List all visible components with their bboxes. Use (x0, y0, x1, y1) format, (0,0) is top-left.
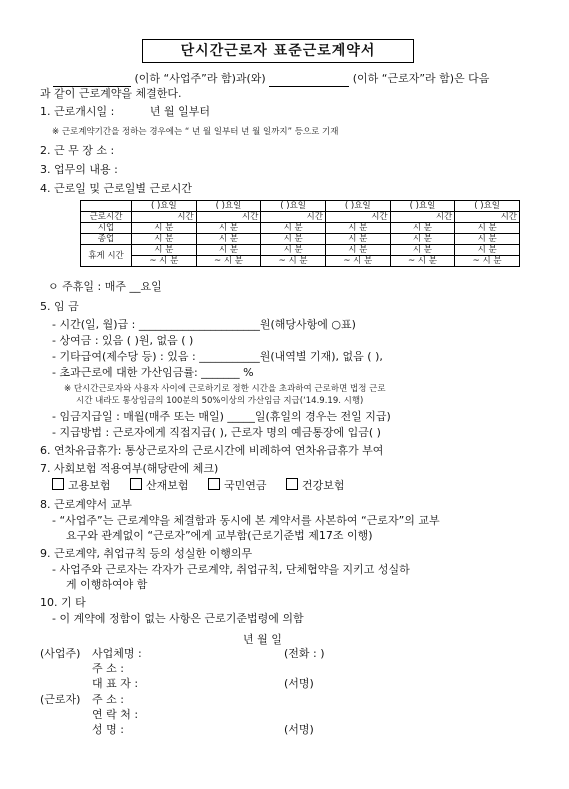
work-hours-table (80, 200, 520, 267)
section-5: 5. 임 금 (40, 300, 79, 313)
intro-line-2: 과 같이 근로계약을 체결한다. (40, 87, 182, 100)
representative-label: 대 표 자 : (92, 677, 139, 690)
section-8-line-2: 요구와 관계없이 “근로자”에게 교부함(근로기준법 제17조 이행) (66, 529, 373, 542)
weekly-holiday: ㅇ 주휴일 : 매주 __요일 (48, 280, 162, 293)
section-3: 3. 업무의 내용 : (40, 163, 118, 176)
break-start-cell[interactable]: 시 분 (261, 245, 326, 256)
table-row (81, 212, 520, 223)
section-8: 8. 근로계약서 교부 (40, 498, 132, 511)
break-start-cell[interactable]: 시 분 (455, 245, 520, 256)
option-label: 건강보험 (302, 479, 345, 492)
employment-insurance-checkbox[interactable] (52, 478, 64, 490)
end-time-cell[interactable]: 시 분 (261, 234, 326, 245)
start-time-cell[interactable]: 시 분 (261, 223, 326, 234)
start-time-cell[interactable]: 시 분 (196, 223, 261, 234)
section-1-note: ※ 근로계약기간을 정하는 경우에는 “ 년 월 일부터 년 월 일까지” 등으로 기재 (52, 127, 339, 137)
hours-cell[interactable]: 시간 (196, 212, 261, 223)
end-time-cell[interactable]: 시 분 (325, 234, 390, 245)
accident-insurance-checkbox[interactable] (130, 478, 142, 490)
document-title: 단시간근로자 표준근로계약서 (142, 39, 414, 63)
break-end-cell[interactable]: ~ 시 분 (455, 256, 520, 267)
day-header: ( )요일 (325, 201, 390, 212)
end-time-cell[interactable]: 시 분 (455, 234, 520, 245)
other-pay-line: - 기타급여(제수당 등) : 있음 : ___________원(내역별 기재), 없음 ( ), (52, 350, 383, 363)
break-start-cell[interactable]: 시 분 (390, 245, 455, 256)
health-insurance-checkbox[interactable] (286, 478, 298, 490)
worker-name-blank[interactable] (269, 74, 349, 87)
section-9-line-2: 게 이행하여야 함 (66, 578, 148, 591)
hours-cell[interactable]: 시간 (455, 212, 520, 223)
end-time-cell[interactable]: 시 분 (390, 234, 455, 245)
section-7: 7. 사회보험 적용여부(해당란에 체크) (40, 462, 219, 475)
overtime-note-1: ※ 단시간근로자와 사용자 사이에 근로하기로 정한 시간을 초과하여 근로하면 법정 근로 (64, 384, 386, 394)
break-start-cell[interactable]: 시 분 (325, 245, 390, 256)
contract-date: 년 월 일 (243, 633, 282, 646)
worker-contact-label: 연 락 처 : (92, 708, 139, 721)
end-time-cell[interactable]: 시 분 (132, 234, 197, 245)
table-corner-cell (81, 201, 132, 212)
break-end-cell[interactable]: ~ 시 분 (132, 256, 197, 267)
employer-signature[interactable]: (서명) (284, 677, 314, 690)
start-date-value: 년 월 일부터 (149, 105, 210, 118)
employer-tag: (사업주) (40, 647, 81, 660)
row-label-hours: 근로시간 (81, 212, 132, 223)
table-row (81, 256, 520, 267)
worker-signature[interactable]: (서명) (284, 723, 314, 736)
start-time-cell[interactable]: 시 분 (455, 223, 520, 234)
wage-line: - 시간(일, 월)급 : ______________________원(해당사항에 ○표) (52, 318, 356, 331)
table-header-row (81, 201, 520, 212)
section-1 (40, 104, 210, 120)
section-9-line-1: - 사업주와 근로자는 각자가 근로계약, 취업규칙, 단체협약을 지키고 성실하 (52, 563, 410, 576)
overtime-rate-line: - 초과근로에 대한 가산임금률: _______ % (52, 366, 254, 379)
section-2: 2. 근 무 장 소 : (40, 144, 115, 157)
day-header: ( )요일 (261, 201, 326, 212)
intro-text-b: (이하 “근로자”라 함)은 다음 (352, 72, 490, 85)
section-6: 6. 연차유급휴가: 통상근로자의 근로시간에 비례하여 연차유급휴가 부여 (40, 444, 384, 457)
employer-address-label: 주 소 : (92, 662, 124, 675)
hours-cell[interactable]: 시간 (261, 212, 326, 223)
break-start-cell[interactable]: 시 분 (196, 245, 261, 256)
hours-cell[interactable]: 시간 (325, 212, 390, 223)
business-name-label: 사업체명 : (92, 647, 142, 660)
day-header: ( )요일 (132, 201, 197, 212)
section-9: 9. 근로계약, 취업규칙 등의 성실한 이행의무 (40, 547, 253, 560)
worker-tag: (근로자) (40, 693, 81, 706)
section-4: 4. 근로일 및 근로일별 근로시간 (40, 182, 192, 195)
phone-field[interactable]: (전화 : ) (284, 647, 325, 660)
worker-address-label: 주 소 : (92, 693, 124, 706)
break-end-cell[interactable]: ~ 시 분 (196, 256, 261, 267)
section-10: 10. 기 타 (40, 596, 86, 609)
start-time-cell[interactable]: 시 분 (132, 223, 197, 234)
break-end-cell[interactable]: ~ 시 분 (261, 256, 326, 267)
worker-name-label: 성 명 : (92, 723, 124, 736)
intro-line-1 (53, 71, 489, 87)
break-end-cell[interactable]: ~ 시 분 (325, 256, 390, 267)
table-row (81, 234, 520, 245)
pay-method-line: - 지급방법 : 근로자에게 직접지급( ), 근로자 명의 예금통장에 입금( ) (52, 426, 381, 439)
option-label: 고용보험 (68, 479, 111, 492)
section-8-line-1: - “사업주”는 근로계약을 체결함과 동시에 본 계약서를 사본하여 “근로자”의 교부 (52, 514, 440, 527)
hours-cell[interactable]: 시간 (132, 212, 197, 223)
start-time-cell[interactable]: 시 분 (325, 223, 390, 234)
intro-text-a: (이하 “사업주”라 함)과(와) (134, 72, 266, 85)
option-label: 국민연금 (224, 479, 267, 492)
table-row (81, 245, 520, 256)
day-header: ( )요일 (455, 201, 520, 212)
section-10-line-1: - 이 계약에 정함이 없는 사항은 근로기준법령에 의함 (52, 612, 304, 625)
insurance-options (52, 478, 345, 494)
pension-checkbox[interactable] (208, 478, 220, 490)
row-label-end: 종업 (81, 234, 132, 245)
end-time-cell[interactable]: 시 분 (196, 234, 261, 245)
bonus-line: - 상여금 : 있음 ( )원, 없음 ( ) (52, 334, 194, 347)
hours-cell[interactable]: 시간 (390, 212, 455, 223)
pay-day-line: - 임금지급일 : 매월(매주 또는 매일) _____일(휴일의 경우는 전일 지급) (52, 410, 391, 423)
break-start-cell[interactable]: 시 분 (132, 245, 197, 256)
table-row (81, 223, 520, 234)
day-header: ( )요일 (390, 201, 455, 212)
row-label-start: 시업 (81, 223, 132, 234)
overtime-note-2: 시간 내라도 통상임금의 100분의 50%이상의 가산임금 지급(‘14.9.19. 시행) (76, 396, 364, 406)
start-time-cell[interactable]: 시 분 (390, 223, 455, 234)
option-label: 산재보험 (146, 479, 189, 492)
day-header: ( )요일 (196, 201, 261, 212)
start-date-label: 1. 근로개시일 : (40, 105, 115, 118)
break-end-cell[interactable]: ~ 시 분 (390, 256, 455, 267)
row-label-break: 휴게 시간 (81, 245, 132, 267)
